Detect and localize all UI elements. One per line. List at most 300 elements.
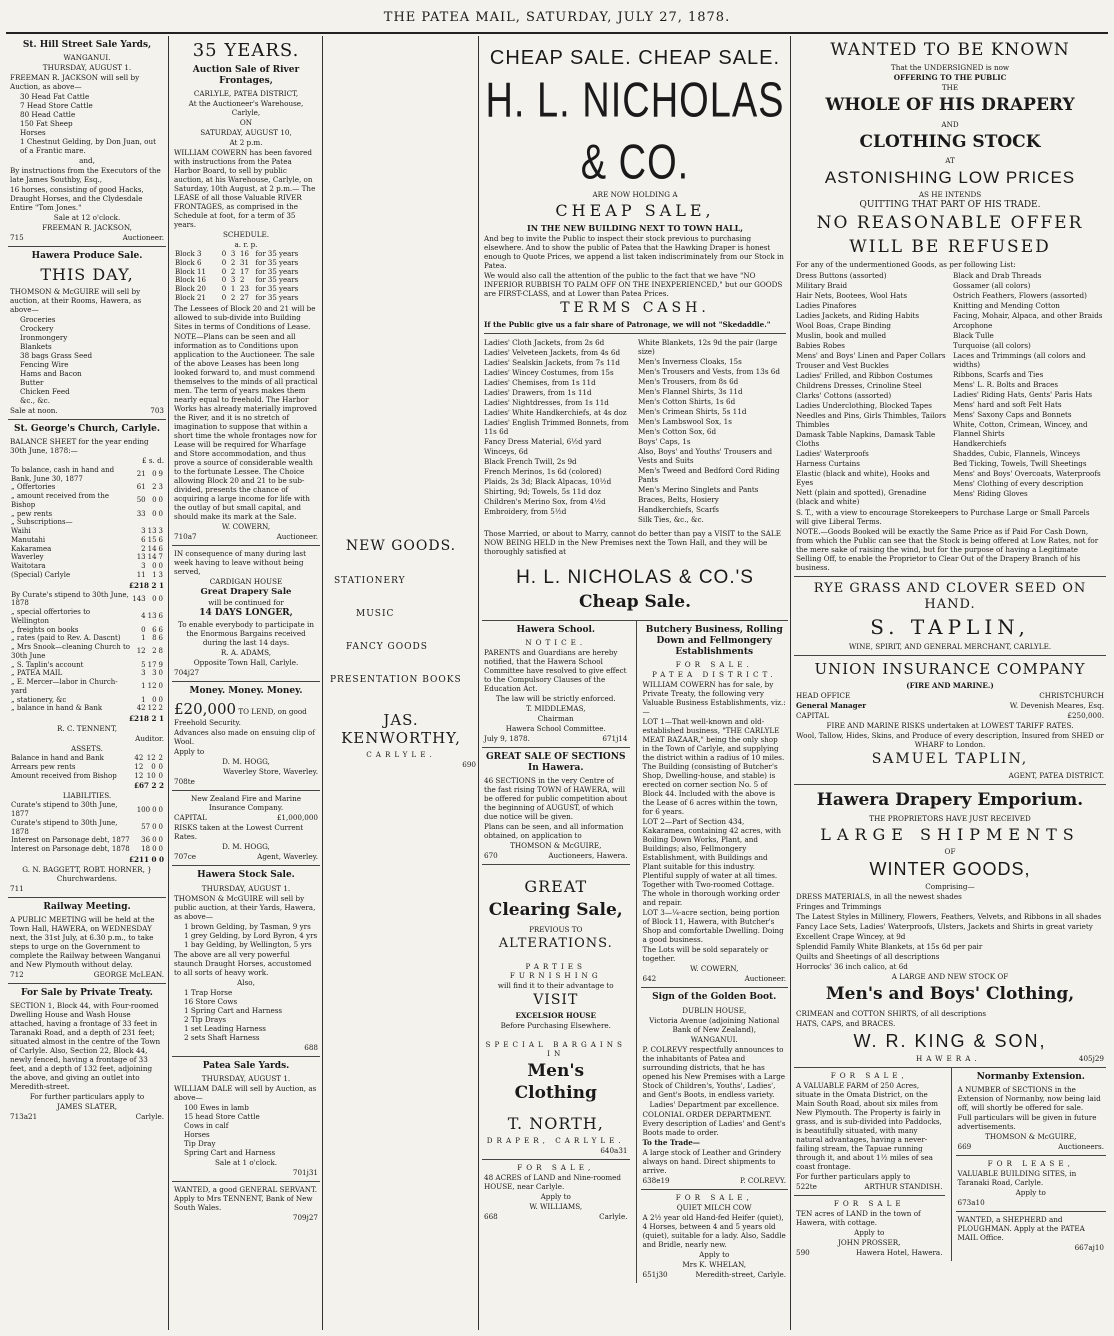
ledger-amount: 3 — [141, 562, 146, 570]
ad-colonial: COLONIAL ORDER DEPARTMENT. Every description of Ladies' and Gent's Boots made to order. — [642, 1109, 786, 1137]
price-list-left — [484, 337, 632, 525]
ad-signature: JOHN PROSSER, — [838, 1238, 901, 1247]
ledger-label: Waihi — [11, 527, 31, 535]
ad-signature: D. M. HOGG, — [222, 842, 270, 852]
ad-visit: VISIT — [533, 991, 579, 1008]
ad-whole: WHOLE OF HIS DRAPERY — [825, 95, 1075, 116]
ledger-amount: 0 — [152, 562, 157, 570]
ad-apply: Apply to — [854, 1228, 885, 1237]
ad-role: Agent, Waverley. — [257, 852, 318, 862]
ad-number: 703 — [150, 405, 164, 415]
list-item: 15 head Store Cattle — [184, 1111, 260, 1121]
ad-place: CARLYLE. — [366, 750, 436, 759]
ledger-amount: 12 — [136, 647, 146, 656]
ledger-amount: 13 — [136, 553, 146, 562]
ad-title: Hawera Stock Sale. — [197, 870, 295, 881]
schedule-cell: Block 11 — [175, 267, 206, 276]
schedule-cell: 16 — [240, 250, 249, 258]
price-lists — [484, 333, 786, 525]
ad-apply: Apply to — [699, 1249, 730, 1259]
ad-advantage: will find it to their advantage to — [497, 980, 614, 990]
ad-note: NOTE.—Goods Booked will be exactly the Same Price as if Paid For Cash Down, from which the Public can see that the Stock is being offered at Low Rates, not for the mere sake of raising the wind, but for the purpose of having a Legitimate Selling Off, to enable the Proprietor to Clear Out of the Drapery Branch of his business. — [796, 526, 1099, 572]
ad-where: Hawera Hotel, Hawera. — [855, 1248, 943, 1257]
goods-list-left — [796, 270, 947, 507]
ad-name: S. TAPLIN, — [870, 615, 1030, 640]
ad-cheap-sale: Cheap Sale. — [578, 592, 691, 613]
list-item: Men's Trousers and Vests, from 13s 6d — [638, 366, 780, 376]
liabilities-title: LIABILITIES. — [62, 791, 112, 801]
ad-standish-farm — [794, 1068, 945, 1196]
ad-text: PARENTS and Guardians are hereby notified, that the Hawera School Committee have resolved to give effect to the Compulsory Clauses of the Education Act. — [484, 647, 627, 693]
list-item: Hams and Bacon — [20, 368, 82, 378]
ad-title: Hawera School. — [516, 624, 596, 635]
list-item: Ladies' Drawers, from 1s 11d — [484, 387, 592, 397]
ad-advances: Advances also made on ensuing clip of Wool. — [174, 728, 315, 747]
ledger-row — [10, 527, 164, 536]
list-item: 1 set Leading Harness — [184, 1023, 266, 1033]
ad-continued: will be continued for — [208, 598, 284, 608]
ledger-amount: 2 — [158, 754, 163, 762]
ledger-label: „ Subscriptions— — [11, 518, 73, 527]
ledger-row — [10, 696, 164, 705]
ad-number: 707ce — [174, 852, 196, 862]
ledger-label: „ E. Mercer—labor in Church-yard — [11, 678, 118, 695]
list-item: 7 Head Store Cattle — [20, 101, 93, 111]
list-item: Mens' Clothing of every description — [953, 478, 1084, 488]
column-4-left — [482, 621, 630, 1283]
ledger-amount: 57 — [141, 823, 151, 832]
ad-at: AT — [945, 155, 955, 165]
list-item: Shaddes, Cubic, Flannels, Winceys — [953, 448, 1081, 458]
ad-apply: For further particulars apply to — [29, 1092, 145, 1102]
ledger-amount: 1 — [141, 695, 146, 704]
list-item: Men's Trousers, from 8s 6d — [638, 376, 739, 386]
ad-terms: TERMS CASH. — [560, 300, 710, 316]
ad-place: Carlyle. — [135, 1112, 164, 1122]
schedule-cell: for 35 years — [255, 293, 299, 302]
ledger-label: „ S. Taplin's account — [11, 660, 84, 669]
list-item: Fancy Dress Material, 6½d yard — [484, 436, 602, 446]
ledger-amount: 0 — [158, 509, 163, 518]
ad-on: ON — [239, 118, 253, 127]
ad-signature: ARTHUR STANDISH. — [864, 1182, 943, 1191]
capital-label: CAPITAL — [174, 813, 207, 823]
list-item: Winceys, 6d — [484, 446, 528, 456]
list-item: Men's Merino Singlets and Pants — [638, 484, 759, 494]
gm-value: W. Devenish Meares, Esq. — [1009, 701, 1104, 710]
ad-text: RISKS taken at the Lowest Current Rates. — [174, 823, 304, 842]
schedule-cell: 0 — [221, 258, 227, 267]
ad-title: Railway Meeting. — [43, 901, 131, 912]
ad-number: 704j27 — [174, 668, 200, 678]
schedule-row — [174, 276, 318, 285]
list-item: Nett (plain and spotted), Grenadine (black and white) — [796, 487, 927, 506]
ad-astonishing: ASTONISHING LOW PRICES — [824, 167, 1076, 187]
ad-offering: OFFERING TO THE PUBLIC — [893, 73, 1007, 83]
list-item: 2 Tip Drays — [184, 1014, 227, 1024]
column-rule — [168, 36, 169, 1330]
ad-number: 405j29 — [1078, 1054, 1104, 1063]
list-item: Military Braid — [796, 280, 848, 290]
ad-role: Auctioneer. — [744, 974, 786, 984]
goods-list — [796, 892, 1104, 971]
ad-the: THE — [941, 83, 959, 93]
ledger-row — [10, 678, 164, 696]
ad-and: and, — [79, 156, 95, 166]
ad-winter: WINTER GOODS, — [869, 858, 1031, 879]
ad-sections-hawera — [482, 748, 630, 866]
list-item: Ostrich Feathers, Flowers (assorted) — [953, 290, 1087, 300]
ledger-amount: 9 — [158, 470, 163, 479]
ad-sale-time: Sale at noon. — [10, 405, 58, 415]
list-item: Bed Ticking, Towels, Twill Sheetings — [953, 458, 1087, 468]
wardens: G. N. BAGGETT, ROBT. HORNER, } Churchwardens. — [22, 864, 152, 883]
list-item: Gossamer (all colors) — [953, 280, 1031, 290]
list-item: 1 bay Gelding, by Wellington, 5 yrs — [184, 939, 312, 949]
list-item: Ladies Jackets, and Riding Habits — [796, 310, 920, 320]
ledger-label: Waverley — [11, 553, 44, 562]
ledger-row — [10, 562, 164, 571]
ledger-label: Manutahi — [11, 535, 46, 544]
schedule-cell: 0 — [221, 250, 227, 258]
ad-intro: THOMSON & McGUIRE will sell by public auction, at their Yards, Hawera, as above— — [174, 893, 316, 921]
ad-number: 667aj10 — [1074, 1243, 1104, 1253]
ledger-amount: 12 — [134, 762, 144, 771]
ad-place: Carlyle. — [599, 1211, 628, 1221]
schedule-cell: 3 — [230, 250, 236, 258]
payments-table — [10, 591, 164, 714]
ledger-amount: 2 — [141, 544, 146, 553]
ad-house: CARDIGAN HOUSE — [209, 576, 283, 586]
ledger-label: Amount received from Bishop — [11, 771, 117, 780]
ad-butchery-business — [641, 621, 789, 989]
gm-label: General Manager — [796, 701, 867, 710]
ledger-amount: 3 — [158, 570, 163, 579]
ad-lease — [956, 1156, 1107, 1212]
ad-title: Hawera Drapery Emporium. — [816, 789, 1084, 810]
ledger-row — [10, 819, 164, 837]
ad-merchant: WINE, SPIRIT, AND GENERAL MERCHANT, CARLYLE. — [848, 642, 1052, 652]
ad-item-list — [174, 922, 318, 949]
ledger-amount: 6 — [158, 634, 163, 643]
ad-risks: FIRE AND MARINE RISKS undertaken at LOWEST TARIFF RATES. — [826, 721, 1074, 730]
head-office-label: HEAD OFFICE — [796, 691, 851, 700]
schedule-cell: 0 — [221, 267, 227, 276]
ledger-amount: 10 — [146, 771, 156, 780]
ledger-row — [10, 608, 164, 626]
list-item: Elastic (black and white), Hooks and Eyes — [796, 468, 930, 487]
schedule-cell: 27 — [240, 293, 249, 302]
ad-house: DUBLIN HOUSE, — [682, 1005, 747, 1015]
ad-crimean: CRIMEAN and COTTON SHIRTS, of all descriptions — [796, 1008, 987, 1018]
ad-law: The law will be strictly enforced. — [495, 693, 616, 703]
ledger-amount: 0 — [158, 496, 163, 505]
ledger-label: Arrears pew rents — [11, 762, 76, 771]
ad-wanted-servant — [172, 1182, 320, 1226]
ad-text: WILLIAM COWERN has been favored with instructions from the Patea Harbor Board, to sell by public auction, at his Warehouse, Carlyle, on Saturday, 10th August, at 2 p.m.— The LEASE of all those Valuable RIVER FRONTAGES, as comprised in the Schedule at foot, for a term of 35 years. — [174, 148, 316, 229]
ad-previous: PREVIOUS TO — [529, 924, 583, 934]
schedule-cell: 1 — [230, 285, 236, 293]
list-item: 1 Spring Cart and Harness — [184, 1005, 283, 1015]
ledger-amount: 0 — [158, 771, 163, 780]
ledger-amount: 13 — [147, 527, 157, 535]
ledger-amount: 0 — [152, 845, 157, 853]
list-item: Embroidery, from 5½d — [484, 506, 567, 516]
column-2 — [172, 36, 320, 1330]
ad-hats: HATS, CAPS, and BRACES. — [796, 1018, 896, 1028]
ad-town: WANGANUI. — [690, 1034, 738, 1044]
ledger-label: „ Offertories — [11, 483, 56, 492]
list-item: Damask Table Napkins, Damask Table Cloths — [796, 429, 936, 448]
ad-intro: FREEMAN R. JACKSON will sell by Auction, as above— — [10, 73, 140, 92]
ledger-amount: 2 — [152, 647, 157, 656]
ad-place: HAWERA. — [916, 1054, 981, 1063]
ad-sub: QUIET MILCH COW — [676, 1202, 752, 1212]
ad-where: At the Auctioneer's Warehouse, Carlyle, — [188, 99, 304, 117]
ledger-row — [10, 763, 164, 772]
list-item: White, Cotton, Crimean, Wincey, and Flannel Shirts — [953, 419, 1088, 438]
list-item: 1 Chestnut Gelding, by Don Juan, out of a Frantic mare. — [20, 137, 157, 156]
ad-sale-time: Sale at 1 o'clock. — [215, 1157, 277, 1167]
column-3 — [326, 36, 476, 1330]
goods-item: FANCY GOODS — [346, 642, 428, 652]
list-item: Braces, Belts, Hosiery — [638, 494, 719, 504]
ad-plans: Full particulars will be given in future advertisements. — [957, 1113, 1097, 1132]
ad-number: 715 — [10, 233, 24, 243]
list-item: White Blankets, 12s 9d the pair (large size) — [638, 337, 778, 356]
list-item: Silk Ties, &c., &c. — [638, 514, 704, 524]
list-item: Ribbons, Scarfs and Ties — [953, 369, 1044, 379]
ad-private-treaty — [8, 984, 166, 1125]
ad-golden-boot — [641, 988, 789, 1189]
ledger-amount: 0 — [158, 805, 163, 814]
ledger-amount: 4 — [141, 612, 146, 621]
list-item: Horrocks' 36 inch calico, at 6d — [796, 962, 908, 972]
schedule-cell: 31 — [240, 258, 249, 267]
ad-for-sale: FOR SALE. — [675, 660, 753, 670]
ad-text: TO LEND, on good Freehold Security. — [174, 706, 307, 728]
goods-lists — [796, 270, 1104, 507]
ledger-label: „ PATEA MAIL — [11, 669, 63, 678]
list-item: 1 brown Gelding, by Tasman, 9 yrs — [184, 921, 311, 931]
list-item: Fencing Wire — [20, 359, 69, 369]
ad-alterations: ALTERATIONS. — [498, 935, 613, 951]
ad-hawera-stock — [172, 866, 320, 1056]
ad-place: WANGANUI. — [63, 53, 111, 63]
ad-role: Chairman — [537, 713, 574, 723]
ledger-amount: 36 — [141, 836, 151, 845]
list-item: Children's Merino Sox, from 4½d — [484, 496, 606, 506]
ledger-amount: 0 — [152, 509, 157, 518]
list-item: Ladies' English Trimmed Bonnets, from 11s 6d — [484, 417, 629, 436]
assets-total: £67 2 2 — [133, 781, 164, 791]
ledger-amount: 61 — [136, 483, 146, 492]
list-item: Ladies' Chemises, from 1s 11d — [484, 377, 596, 387]
ledger-amount: 0 — [141, 625, 146, 634]
list-item: Turquoise (all colors) — [953, 340, 1031, 350]
ledger-amount: 3 — [158, 527, 163, 535]
ad-amount: £20,000 — [174, 699, 237, 718]
ledger-amount: 1 — [152, 570, 157, 579]
list-item: Ladies' White Handkerchiefs, at 4s doz — [484, 407, 627, 417]
ledger-row — [10, 483, 164, 492]
list-item: Muslin, book and mulled — [796, 330, 887, 340]
ad-number: 709j27 — [292, 1212, 318, 1222]
list-item: Ladies' Wincey Costumes, from 15s — [484, 367, 614, 377]
ad-apply: Apply to — [1015, 1188, 1046, 1198]
ad-text: And beg to invite the Public to inspect their stock previous to purchasing elsewhere. And to show the public of Patea that the Hawking Draper is honest enough to Quote Prices, we append a list taken indiscriminately from our Stock in Patea. — [484, 234, 784, 270]
ad-text: 48 ACRES of LAND and Nine-roomed HOUSE, near Carlyle. — [484, 1172, 622, 1191]
ad-undersigned: That the UNDERSIGNED is now — [890, 63, 1010, 73]
ad-text: VALUABLE BUILDING SITES, in Taranaki Road, Carlyle. — [957, 1169, 1077, 1188]
ledger-amount — [147, 518, 158, 527]
head-office-value: CHRISTCHURCH — [1039, 691, 1104, 700]
ad-lots: The Lots will be sold separately or together. — [642, 945, 769, 964]
ledger-row — [10, 754, 164, 763]
ledger-amount: 6 — [158, 612, 163, 621]
list-item: Groceries — [20, 314, 56, 324]
ledger-amount — [158, 518, 164, 527]
ad-text: A 2½ year old Hand-fed Heifer (quiet), 4 Horses, between 4 and 5 years old (quiet), suitable for a lady. Also, Saddle and Bridle, nearly new. — [642, 1212, 786, 1249]
list-item: Shirting, 9d; Towels, 5s 11d doz — [484, 486, 601, 496]
ad-where: Victoria Avenue (adjoining National Bank of New Zealand), — [649, 1015, 780, 1034]
ad-number: 640a31 — [600, 1145, 628, 1155]
ad-number: 690 — [462, 760, 476, 769]
ad-headline: WANTED TO BE KNOWN — [830, 40, 1070, 60]
list-item: Tip Dray — [184, 1138, 216, 1148]
list-item: Men's Tweed and Bedford Cord Riding Pants — [638, 465, 780, 484]
ad-nicholas-cheap-sale — [482, 36, 788, 621]
ledger-row — [10, 536, 164, 545]
list-item: Horses — [184, 1129, 210, 1139]
ad-number: 590 — [796, 1248, 810, 1257]
ad-great: GREAT — [524, 877, 588, 897]
ad-sale-time: Sale at 12 o'clock. — [53, 213, 121, 223]
ad-number: 670 — [484, 851, 498, 861]
column-4-lower — [482, 621, 788, 1283]
ad-number: 673a10 — [957, 1198, 985, 1208]
ad-normanby — [956, 1068, 1107, 1156]
ad-35-years — [172, 36, 320, 546]
ad-text: TEN acres of LAND in the town of Hawera, with cottage. — [796, 1209, 921, 1227]
list-item: Harness Curtains — [796, 458, 860, 468]
list-item: Men's Flannel Shirts, 3s 11d — [638, 386, 743, 396]
ledger-row — [10, 661, 164, 670]
ledger-label: Waitotara — [11, 562, 46, 570]
list-item: Boys' Caps, 1s — [638, 436, 691, 446]
schedule-cell: 2 — [230, 267, 236, 276]
ledger-row — [10, 704, 164, 713]
ad-title: Clearing Sale, — [488, 900, 623, 921]
list-item: Fringes and Trimmings — [796, 902, 882, 912]
ad-role: Auctioneer. — [276, 531, 318, 541]
schedule-title: SCHEDULE. — [222, 230, 270, 239]
list-item: Laces and Trimmings (all colors and widths) — [953, 350, 1086, 369]
ad-date: SATURDAY, AUGUST 10, — [200, 128, 292, 137]
ledger-label: „ Mrs Snook—cleaning Church to 30th June — [11, 643, 130, 660]
schedule-cell: for 35 years — [255, 285, 299, 293]
schedule-cell: 2 — [240, 276, 245, 285]
column-rule — [478, 36, 479, 1330]
ad-further: For further particulars apply to — [796, 1172, 911, 1181]
ad-title: St. George's Church, Carlyle. — [14, 423, 160, 434]
ad-hill-street — [8, 36, 166, 247]
list-item: Wool Boas, Crape Binding — [796, 320, 891, 330]
ledger-label: „ pew rents — [11, 509, 53, 518]
ad-title: Money. Money. Money. — [189, 686, 303, 697]
column-rule — [790, 36, 791, 1330]
ad-text: P. COLREVY respectfully announces to the inhabitants of Patea and surrounding districts, that he has opened his New Premises with a Large Stock of Children's, Youths', Ladies', and Gent's Boots, in endless variety. — [642, 1044, 786, 1099]
list-item: Men's Cotton Sox, 6d — [638, 426, 717, 436]
ad-item-list — [174, 1103, 318, 1157]
ad-comprising: Comprising— — [925, 882, 975, 892]
masthead: THE PATEA MAIL, SATURDAY, JULY 27, 1878. — [383, 10, 731, 25]
ad-ladies: Ladies' Department par excellence. — [649, 1099, 779, 1109]
column-5-lower — [794, 1068, 1106, 1261]
ad-text: A NUMBER of SECTIONS in the Extension of Normanby, now being laid off, will shortly be offered for sale. — [957, 1085, 1101, 1113]
receipts-total: £218 2 1 — [128, 580, 164, 590]
ad-title: FOR SALE, — [675, 1192, 753, 1202]
ledger-amount: 3 — [152, 669, 157, 678]
column-1 — [8, 36, 166, 1330]
ledger-amount: 15 — [147, 535, 157, 544]
list-item: Also, Boys' and Youths' Trousers and Vests and Suits — [638, 446, 773, 465]
ad-any: For any of the undermentioned Goods, as per following List: — [796, 259, 1016, 269]
ad-fire: (FIRE AND MARINE.) — [906, 681, 994, 690]
ad-new-goods — [326, 536, 476, 770]
ad-title: St. Hill Street Sale Yards, — [22, 40, 152, 50]
goods-item: PRESENTATION BOOKS — [330, 675, 462, 686]
ledger-row — [10, 836, 164, 845]
ledger-label: Interest on Parsonage debt, 1877 — [11, 836, 130, 845]
ledger-amount: 0 — [158, 682, 163, 691]
ad-signature: GEORGE McLEAN. — [93, 970, 164, 979]
ad-item-list — [10, 92, 164, 155]
schedule-cell: 23 — [240, 285, 249, 293]
schedule-cell: 17 — [240, 267, 249, 276]
ledger-label: Curate's stipend to 30th June, 1878 — [11, 818, 118, 836]
ledger-amount: 143 — [132, 594, 146, 603]
ledger-amount: 11 — [136, 570, 146, 579]
assets-table — [10, 754, 164, 780]
ad-where: Meredith-street, Carlyle. — [695, 1269, 786, 1279]
ledger-amount: 0 — [152, 823, 157, 832]
ad-title: Sign of the Golden Boot. — [652, 992, 777, 1003]
ad-no-offer: NO REASONABLE OFFER — [816, 213, 1084, 234]
ad-instructions: By instructions from the Executors of the late James Southby, Esq., — [10, 166, 161, 185]
schedule-cell: for 35 years — [255, 250, 299, 258]
ad-title: GREAT SALE OF SECTIONS In Hawera. — [485, 751, 626, 773]
ad-number: 701j31 — [292, 1167, 318, 1177]
ad-large: LARGE SHIPMENTS — [820, 824, 1080, 844]
assets-title: ASSETS. — [71, 744, 103, 753]
ad-headline: THIS DAY, — [40, 264, 134, 284]
ledger-amount: 50 — [136, 496, 146, 505]
ledger-label: Curate's stipend to 30th June, 1877 — [11, 801, 118, 818]
ad-refused: WILL BE REFUSED — [849, 236, 1051, 257]
ad-also: Also, — [237, 977, 255, 987]
ad-number: 711 — [10, 883, 24, 893]
schedule-cell: 0 — [221, 276, 227, 285]
ad-trade: A large stock of Leather and Grindery always on hand. Direct shipments to arrive. — [642, 1147, 782, 1175]
ad-text: SECTION 1, Block 44, with Four-roomed Dwelling House and Wash House attached, having a frontage of 33 feet in Taranaki Road, and a depth of 231 feet; situated almost in the centre of the Town of Carlyle. Also, Section 22, Block 44, newly fenced, having a frontage of 33 feet, and a depth of 132 feet, adjoining the above, and giving an outlet into Meredith-street. — [10, 1001, 161, 1092]
list-item: Hair Nets, Bootees, Wool Hats — [796, 290, 908, 300]
ad-number: 688 — [304, 1042, 318, 1052]
auditor-role: Auditor. — [135, 734, 164, 743]
schedule-row — [174, 268, 318, 277]
ad-intro: BALANCE SHEET for the year ending 30th June, 1878:— — [10, 436, 149, 455]
ad-title: NEW GOODS. — [345, 538, 457, 554]
